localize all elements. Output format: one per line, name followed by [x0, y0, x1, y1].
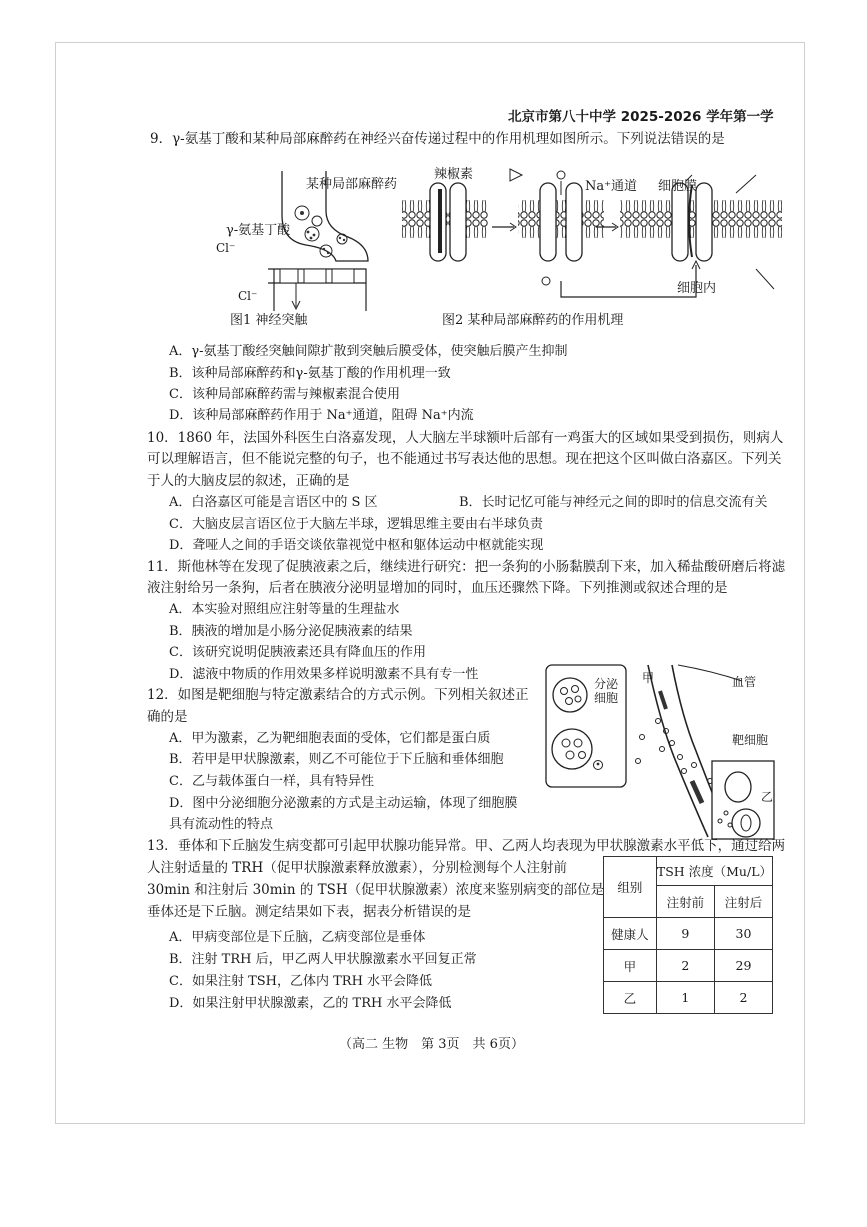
- caption-fig2: 图2 某种局部麻醉药的作用机理: [442, 313, 624, 328]
- label-cell-membrane: 细胞膜: [658, 179, 698, 194]
- label-capsaicin: 辣椒素: [434, 167, 474, 182]
- label-vessel: 血管: [732, 675, 757, 689]
- q10-stem-line2: 可以理解语言，但不能说完整的句子，也不能通过书写表达他的思想。现在把这个区叫做白洛嘉区。下列关: [147, 451, 782, 467]
- table-cell-before: 1: [656, 982, 714, 1014]
- q11-option-b: B．胰液的增加是小肠分泌促胰液素的结果: [169, 624, 413, 639]
- q10-option-d: D．聋哑人之间的手语交谈依靠视觉中枢和躯体运动中枢就能实现: [169, 538, 544, 553]
- q10-option-c: C．大脑皮层言语区位于大脑左半球，逻辑思维主要由右半球负责: [169, 517, 543, 532]
- table-cell-before: 2: [656, 950, 714, 982]
- label-secretory-2: 细胞: [594, 691, 619, 705]
- q12-option-d-cont: 具有流动性的特点: [169, 817, 274, 832]
- q13-stem-line3: 30min 和注射后 30min 的 TSH（促甲状腺激素）浓度来鉴别病变的部位是: [147, 882, 605, 898]
- q13-option-d: D．如果注射甲状腺激素，乙的 TRH 水平会降低: [169, 996, 452, 1011]
- page-footer: （高二 生物 第 3页 共 6页）: [339, 1037, 524, 1052]
- table-cell-after: 2: [714, 982, 772, 1014]
- q13-option-b: B．注射 TRH 后，甲乙两人甲状腺激素水平回复正常: [169, 952, 477, 967]
- table-row: [604, 982, 773, 1014]
- q11-option-d: D．滤液中物质的作用效果多样说明激素不具有专一性: [169, 667, 479, 682]
- label-target-cell: 靶细胞: [732, 733, 769, 747]
- q12-option-a: A．甲为激素，乙为靶细胞表面的受体，它们都是蛋白质: [169, 731, 491, 746]
- label-anesthetic: 某种局部麻醉药: [306, 177, 398, 192]
- label-secretory-1: 分泌: [594, 677, 619, 691]
- q9-option-b: B．该种局部麻醉药和γ-氨基丁酸的作用机理一致: [169, 366, 451, 381]
- label-cl-lower: Cl⁻: [238, 289, 258, 303]
- table-header-row: [604, 857, 773, 886]
- q9-option-a: A．γ-氨基丁酸经突触间隙扩散到突触后膜受体，使突触后膜产生抑制: [169, 344, 568, 359]
- q10-option-b: B．长时记忆可能与神经元之间的即时的信息交流有关: [459, 495, 768, 510]
- tsh-table: [603, 856, 773, 1014]
- q11-option-c: C．该研究说明促胰液素还具有降血压的作用: [169, 645, 426, 660]
- exam-page: [55, 42, 805, 1124]
- q11-stem-line2: 液注射给另一条狗，后者在胰液分泌明显增加的同时，血压还骤然下降。下列推测或叙述合理的是: [147, 580, 728, 596]
- label-jia: 甲: [642, 671, 655, 685]
- q13-stem-line1: 13．垂体和下丘脑发生病变都可引起甲状腺功能异常。甲、乙两人均表现为甲状腺激素水平低下，通过给两: [147, 838, 786, 854]
- table-cell-group: 健康人: [604, 918, 657, 950]
- table-header-group: 组别: [604, 857, 657, 918]
- q12-option-b: B．若甲是甲状腺激素，则乙不可能位于下丘脑和垂体细胞: [169, 752, 504, 767]
- table-cell-after: 30: [714, 918, 772, 950]
- q11-stem-line1: 11．斯他林等在发现了促胰液素之后，继续进行研究：把一条狗的小肠黏膜刮下来，加入稀盐酸研磨后将滤: [147, 559, 786, 575]
- table-header-after: 注射后: [714, 886, 772, 918]
- q12-option-c: C．乙与载体蛋白一样，具有特异性: [169, 774, 374, 789]
- label-cl-upper: Cl⁻: [216, 241, 236, 255]
- q10-option-a: A．白洛嘉区可能是言语区中的 S 区: [169, 495, 378, 510]
- q9-option-c: C．该种局部麻醉药需与辣椒素混合使用: [169, 387, 400, 402]
- label-intracellular: 细胞内: [677, 281, 717, 296]
- q12-stem-line1: 12．如图是靶细胞与特定激素结合的方式示例。下列相关叙述正: [147, 687, 529, 703]
- q10-stem-line3: 于人的大脑皮层的叙述，正确的是: [147, 473, 350, 489]
- table-cell-group: 甲: [604, 950, 657, 982]
- label-na-channel: Na⁺通道: [585, 179, 637, 194]
- q13-stem-line4: 垂体还是下丘脑。测定结果如下表，据表分析错误的是: [147, 904, 471, 920]
- q9-stem: 9．γ-氨基丁酸和某种局部麻醉药在神经兴奋传递过程中的作用机理如图所示。下列说法错误的是: [150, 131, 725, 147]
- q13-option-a: A．甲病变部位是下丘脑，乙病变部位是垂体: [169, 930, 426, 945]
- q10-stem-line1: 10．1860 年，法国外科医生白洛嘉发现，人大脑左半球额叶后部有一鸡蛋大的区域如果受到损伤，则病人: [147, 430, 784, 446]
- q9-option-d: D．该种局部麻醉药作用于 Na⁺通道，阻碍 Na⁺内流: [169, 408, 474, 423]
- table-cell-after: 29: [714, 950, 772, 982]
- table-header-tsh: TSH 浓度（Mu/L）: [656, 857, 772, 886]
- table-cell-before: 9: [656, 918, 714, 950]
- q13-stem-line2: 人注射适量的 TRH（促甲状腺激素释放激素），分别检测每个人注射前: [147, 860, 567, 876]
- synapse-diagram: [268, 171, 368, 311]
- caption-fig1: 图1 神经突触: [230, 313, 308, 328]
- q12-option-d: D．图中分泌细胞分泌激素的方式是主动运输，体现了细胞膜: [169, 796, 518, 811]
- table-header-before: 注射前: [656, 886, 714, 918]
- q11-option-a: A．本实验对照组应注射等量的生理盐水: [169, 602, 400, 617]
- label-yi: 乙: [761, 790, 774, 804]
- table-cell-group: 乙: [604, 982, 657, 1014]
- table-row: [604, 950, 773, 982]
- label-gaba: γ-氨基丁酸: [226, 223, 291, 238]
- page-header: 北京市第八十中学 2025-2026 学年第一学: [508, 109, 774, 125]
- table-row: [604, 918, 773, 950]
- q12-stem-line2: 确的是: [147, 709, 188, 725]
- q13-option-c: C．如果注射 TSH，乙体内 TRH 水平会降低: [169, 974, 433, 989]
